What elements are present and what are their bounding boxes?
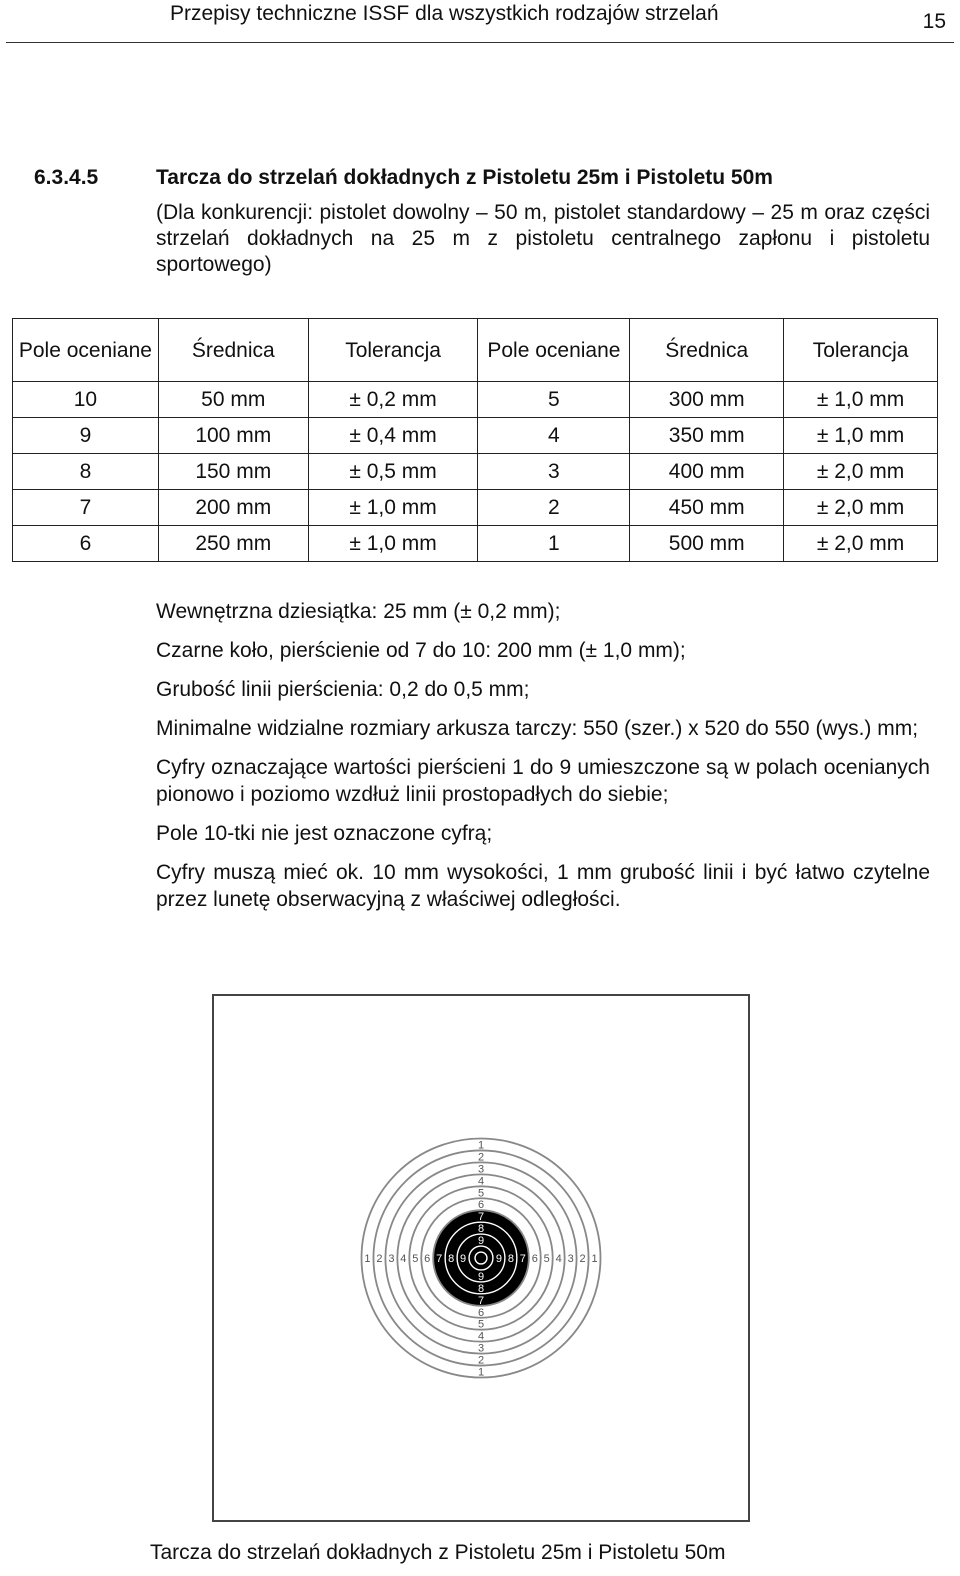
- table-header-cell: Pole oceniane: [13, 319, 159, 382]
- ring-number-label: 8: [477, 1282, 485, 1295]
- ring-number-label: 9: [460, 1253, 467, 1265]
- section-title: Tarcza do strzelań dokładnych z Pistoletu 25m i Pistoletu 50m: [156, 166, 773, 189]
- table-cell: 150 mm: [158, 454, 308, 490]
- ring-number-label: 7: [477, 1294, 485, 1307]
- table-cell: ± 0,5 mm: [308, 454, 478, 490]
- table-cell: 2: [478, 490, 630, 526]
- target-figure: [212, 994, 750, 1522]
- table-cell: 300 mm: [630, 382, 784, 418]
- table-row: [13, 382, 938, 418]
- table-cell: 100 mm: [158, 418, 308, 454]
- section-description: (Dla konkurencji: pistolet dowolny – 50 m, pistolet standardowy – 25 m oraz części strzelań dokładnych na 25 m z pistoletu centralnego zapłonu i pistoletu sportowego): [156, 201, 930, 276]
- ring-number-label: 4: [477, 1330, 485, 1343]
- note-digit-size: Cyfry muszą mieć ok. 10 mm wysokości, 1 mm grubość linii i być łatwo czytelne przez lunetę obserwacyjną z właściwej odległości.: [156, 861, 930, 911]
- table-cell: 500 mm: [630, 526, 784, 562]
- table-cell: 250 mm: [158, 526, 308, 562]
- note-inner-ten: Wewnętrzna dziesiątka: 25 mm (± 0,2 mm);: [156, 600, 561, 623]
- ring-number-label: 2: [376, 1253, 383, 1265]
- section-number: 6.3.4.5: [34, 166, 99, 189]
- ring-number-label: 6: [531, 1253, 538, 1265]
- table-cell: ± 1,0 mm: [784, 418, 938, 454]
- table-header-cell: Tolerancja: [308, 319, 478, 382]
- table-row: [13, 454, 938, 490]
- ring-spec-table: [12, 318, 938, 562]
- ring-number-label: 7: [519, 1253, 526, 1265]
- table-cell: 1: [478, 526, 630, 562]
- ring-number-label: 7: [436, 1253, 443, 1265]
- table-header-cell: Średnica: [158, 319, 308, 382]
- table-cell: ± 2,0 mm: [784, 490, 938, 526]
- ring-number-label: 4: [555, 1253, 562, 1265]
- ring-number-label: 3: [477, 1163, 485, 1176]
- table-cell: 7: [13, 490, 159, 526]
- table-cell: ± 0,4 mm: [308, 418, 478, 454]
- page-header: [6, 0, 954, 43]
- ring-number-label: 3: [477, 1342, 485, 1355]
- ring-number-label: 1: [591, 1253, 598, 1265]
- table-header-row: [13, 319, 938, 382]
- ring-number-label: 9: [495, 1253, 502, 1265]
- page-number: 15: [922, 10, 946, 33]
- ring-number-label: 5: [412, 1253, 419, 1265]
- table-cell: 200 mm: [158, 490, 308, 526]
- note-line-thickness: Grubość linii pierścienia: 0,2 do 0,5 mm;: [156, 678, 530, 701]
- table-cell: 50 mm: [158, 382, 308, 418]
- table-cell: ± 1,0 mm: [784, 382, 938, 418]
- table-cell: 350 mm: [630, 418, 784, 454]
- table-header-cell: Średnica: [630, 319, 784, 382]
- table-cell: 8: [13, 454, 159, 490]
- ring-number-label: 5: [477, 1318, 485, 1331]
- table-header-cell: Tolerancja: [784, 319, 938, 382]
- ring-number-label: 2: [477, 1151, 485, 1164]
- table-cell: 10: [13, 382, 159, 418]
- ring-number-label: 6: [477, 1199, 485, 1212]
- target-notes: [156, 598, 930, 925]
- table-cell: 9: [13, 418, 159, 454]
- table-cell: 3: [478, 454, 630, 490]
- table-cell: 5: [478, 382, 630, 418]
- table-row: [13, 418, 938, 454]
- note-black-circle: Czarne koło, pierścienie od 7 do 10: 200 mm (± 1,0 mm);: [156, 639, 686, 662]
- table-cell: 4: [478, 418, 630, 454]
- table-row: [13, 490, 938, 526]
- ring-number-label: 1: [364, 1253, 371, 1265]
- ring-number-label: 9: [477, 1270, 485, 1283]
- note-sheet-size: Minimalne widzialne rozmiary arkusza tarczy: 550 (szer.) x 520 do 550 (wys.) mm;: [156, 717, 919, 740]
- ring-number-label: 8: [507, 1253, 514, 1265]
- table-row: [13, 526, 938, 562]
- target-image: [214, 996, 748, 1520]
- ring-number-label: 8: [477, 1223, 485, 1236]
- header-title: Przepisy techniczne ISSF dla wszystkich rodzajów strzelań: [170, 2, 719, 25]
- ring-number-label: 2: [579, 1253, 586, 1265]
- table-cell: ± 0,2 mm: [308, 382, 478, 418]
- ring-number-label: 1: [477, 1366, 485, 1379]
- ring-number-label: 5: [543, 1253, 550, 1265]
- table-cell: ± 2,0 mm: [784, 454, 938, 490]
- ring-number-label: 5: [477, 1187, 485, 1200]
- ring-number-label: 4: [400, 1253, 407, 1265]
- note-ring-numbers: Cyfry oznaczające wartości pierścieni 1 do 9 umieszczone są w polach ocenianych pionowo i poziomo wzdłuż linii prostopadłych do siebie;: [156, 756, 930, 806]
- ring-number-label: 3: [567, 1253, 574, 1265]
- table-cell: ± 2,0 mm: [784, 526, 938, 562]
- table-cell: ± 1,0 mm: [308, 526, 478, 562]
- table-header-cell: Pole oceniane: [478, 319, 630, 382]
- ring-number-label: 2: [477, 1354, 485, 1367]
- ring-number-label: 9: [477, 1235, 485, 1248]
- ring-number-label: 6: [424, 1253, 431, 1265]
- ring-number-label: 1: [477, 1139, 485, 1152]
- table-cell: ± 1,0 mm: [308, 490, 478, 526]
- ring-number-label: 3: [388, 1253, 395, 1265]
- ring-number-label: 6: [477, 1306, 485, 1319]
- table-cell: 450 mm: [630, 490, 784, 526]
- figure-caption: Tarcza do strzelań dokładnych z Pistoletu 25m i Pistoletu 50m: [150, 1541, 726, 1564]
- ring-number-label: 4: [477, 1175, 485, 1188]
- ring-number-label: 7: [477, 1211, 485, 1224]
- table-cell: 400 mm: [630, 454, 784, 490]
- ring-number-label: 8: [448, 1253, 455, 1265]
- table-cell: 6: [13, 526, 159, 562]
- note-ten-unmarked: Pole 10-tki nie jest oznaczone cyfrą;: [156, 822, 493, 845]
